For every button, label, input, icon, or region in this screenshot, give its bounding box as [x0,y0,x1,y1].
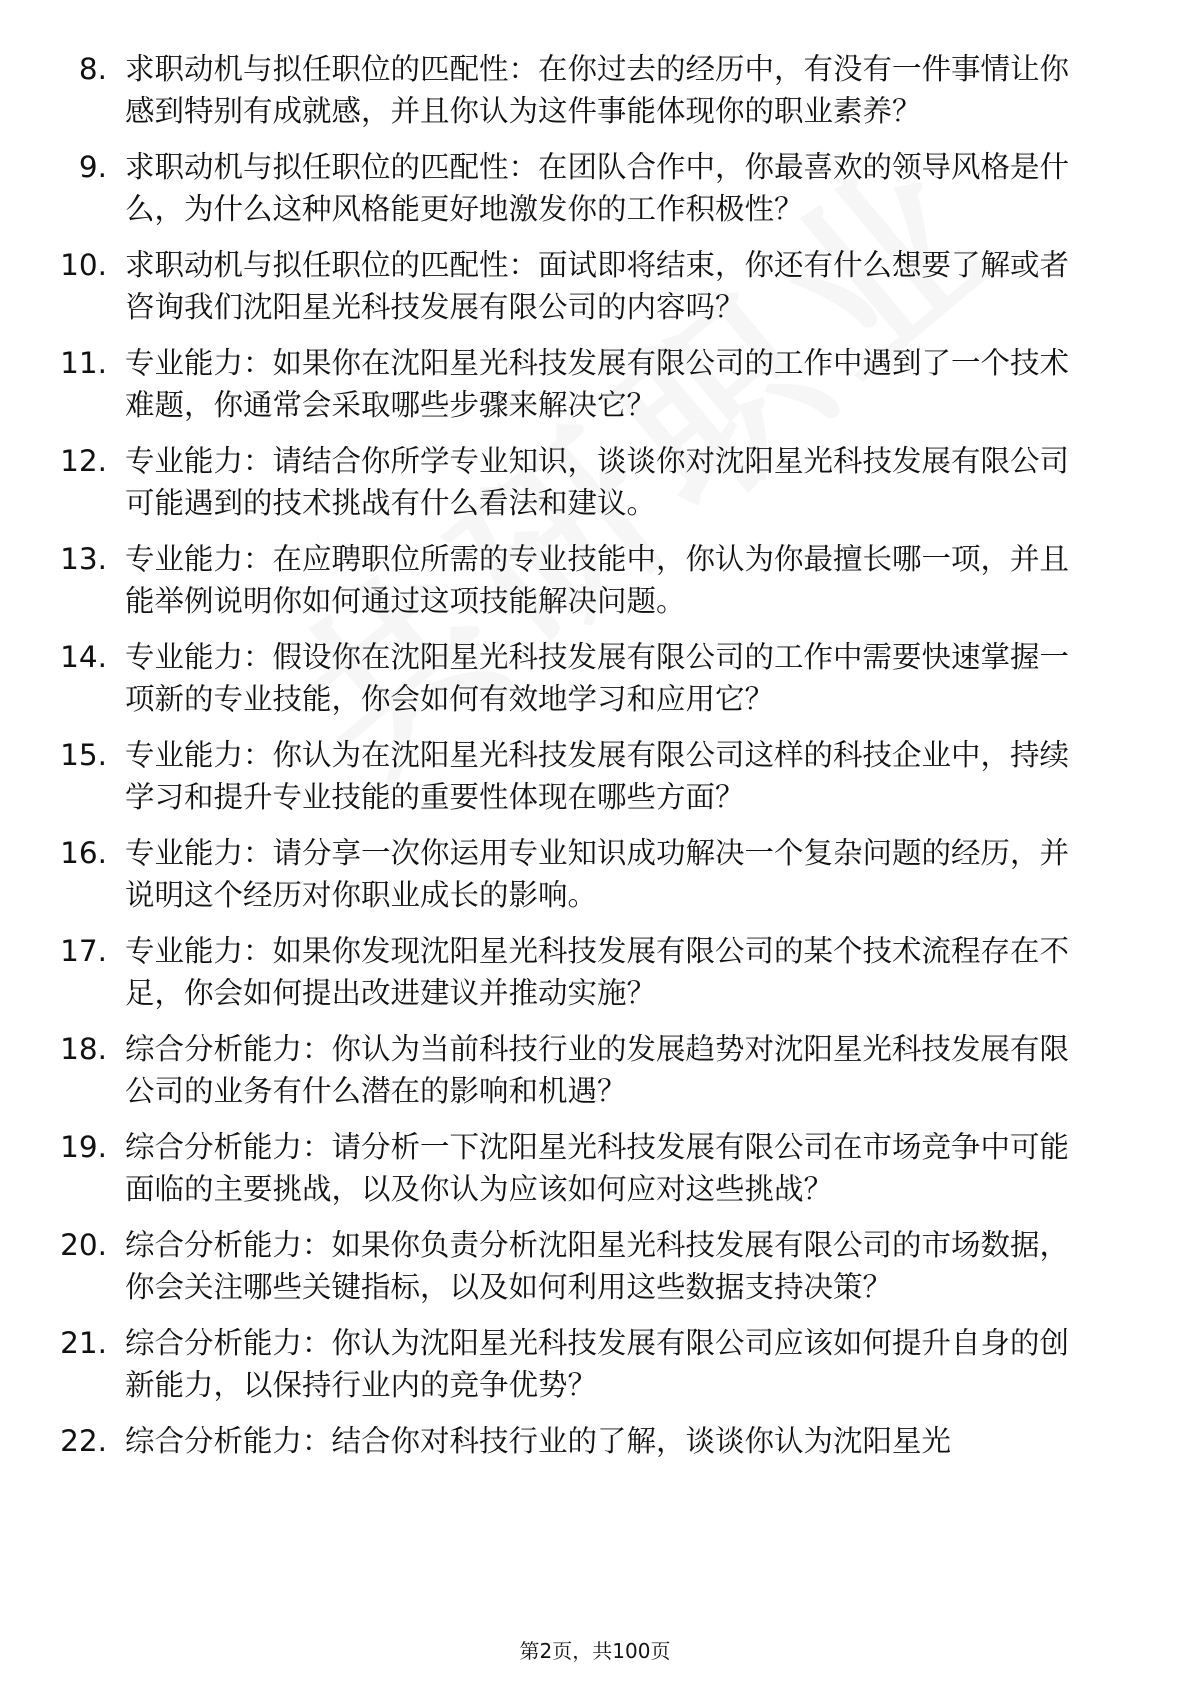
question-item-13 [0,538,1190,622]
question-item-9 [0,146,1190,230]
question-item-22 [0,1420,1190,1462]
question-item-16 [0,832,1190,916]
page-footer: 第2页，共100页 [519,1639,671,1663]
question-text: 专业能力：请分享一次你运用专业知识成功解决一个复杂问题的经历，并说明这个经历对你职业成长的影响。 [125,836,1070,912]
question-number: 13. [60,542,107,576]
question-number: 17. [60,934,107,968]
question-item-20 [0,1224,1190,1308]
question-number: 11. [60,346,107,380]
question-item-14 [0,636,1190,720]
question-number: 10. [60,248,107,282]
question-item-11 [0,342,1190,426]
question-number: 8. [78,52,107,86]
question-number: 22. [60,1424,107,1458]
question-item-15 [0,734,1190,818]
question-text: 专业能力：请结合你所学专业知识，谈谈你对沈阳星光科技发展有限公司可能遇到的技术挑战有什么看法和建议。 [125,444,1070,520]
question-item-8 [0,48,1190,132]
question-number: 19. [60,1130,107,1164]
question-text: 专业能力：在应聘职位所需的专业技能中，你认为你最擅长哪一项，并且能举例说明你如何通过这项技能解决问题。 [125,542,1070,618]
question-text: 综合分析能力：请分析一下沈阳星光科技发展有限公司在市场竞争中可能面临的主要挑战，以及你认为应该如何应对这些挑战？ [125,1130,1070,1206]
question-text: 综合分析能力：如果你负责分析沈阳星光科技发展有限公司的市场数据，你会关注哪些关键指标，以及如何利用这些数据支持决策？ [125,1228,1070,1304]
question-text: 专业能力：你认为在沈阳星光科技发展有限公司这样的科技企业中，持续学习和提升专业技能的重要性体现在哪些方面？ [125,738,1070,814]
question-number: 20. [60,1228,107,1262]
question-item-17 [0,930,1190,1014]
question-number: 9. [78,150,107,184]
question-text: 综合分析能力：结合你对科技行业的了解，谈谈你认为沈阳星光 [125,1424,952,1458]
question-text: 求职动机与拟任职位的匹配性：在团队合作中，你最喜欢的领导风格是什么，为什么这种风格能更好地激发你的工作积极性？ [125,150,1070,226]
question-number: 16. [60,836,107,870]
question-list [0,48,1190,1476]
question-text: 求职动机与拟任职位的匹配性：面试即将结束，你还有什么想要了解或者咨询我们沈阳星光科技发展有限公司的内容吗？ [125,248,1070,324]
question-text: 专业能力：假设你在沈阳星光科技发展有限公司的工作中需要快速掌握一项新的专业技能，你会如何有效地学习和应用它？ [125,640,1070,716]
question-item-10 [0,244,1190,328]
question-text: 专业能力：如果你发现沈阳星光科技发展有限公司的某个技术流程存在不足，你会如何提出改进建议并推动实施？ [125,934,1070,1010]
question-item-19 [0,1126,1190,1210]
question-item-18 [0,1028,1190,1112]
question-item-12 [0,440,1190,524]
question-number: 12. [60,444,107,478]
question-number: 14. [60,640,107,674]
question-number: 21. [60,1326,107,1360]
question-item-21 [0,1322,1190,1406]
question-text: 综合分析能力：你认为沈阳星光科技发展有限公司应该如何提升自身的创新能力，以保持行业内的竞争优势？ [125,1326,1070,1402]
question-text: 求职动机与拟任职位的匹配性：在你过去的经历中，有没有一件事情让你感到特别有成就感，并且你认为这件事能体现你的职业素养？ [125,52,1070,128]
question-text: 专业能力：如果你在沈阳星光科技发展有限公司的工作中遇到了一个技术难题，你通常会采取哪些步骤来解决它？ [125,346,1070,422]
question-text: 综合分析能力：你认为当前科技行业的发展趋势对沈阳星光科技发展有限公司的业务有什么潜在的影响和机遇？ [125,1032,1070,1108]
question-number: 15. [60,738,107,772]
question-number: 18. [60,1032,107,1066]
